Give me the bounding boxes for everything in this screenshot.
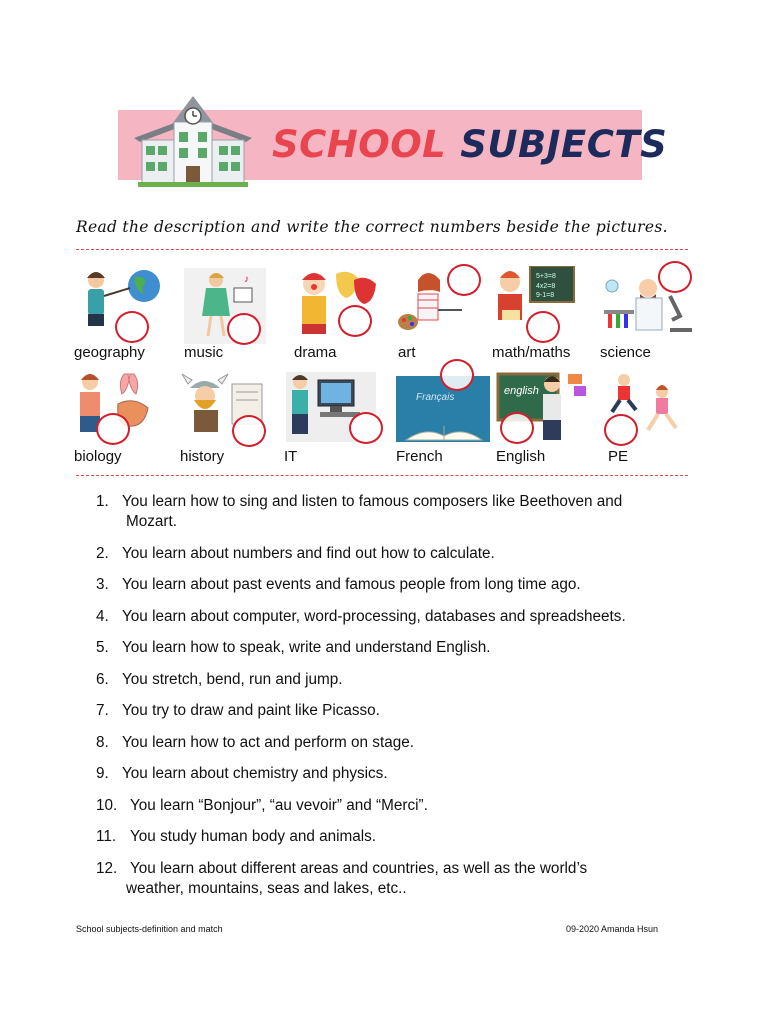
answer-circle-drama[interactable] (338, 305, 372, 337)
subject-label: math/maths (492, 344, 571, 361)
statement-item: 1. You learn how to sing and listen to famous composers like Beethoven and Mozart. (96, 493, 623, 530)
drama-clown-masks-icon (294, 266, 394, 346)
divider-bottom (76, 475, 688, 476)
statement-item: 10. You learn “Bonjour”, “au vevoir” and “Merci”. (96, 796, 428, 814)
statement-item: 8. You learn how to act and perform on stage. (96, 733, 414, 751)
statement-item: 11. You study human body and animals. (96, 828, 377, 845)
subject-label: French (396, 448, 443, 465)
subject-label: art (398, 344, 416, 361)
subject-label: geography (74, 344, 145, 361)
subject-label: science (600, 344, 651, 361)
subject-label: biology (74, 448, 122, 465)
svg-text:Français: Français (416, 392, 455, 403)
subject-label: English (496, 448, 546, 465)
svg-text:4x2=8: 4x2=8 (536, 283, 556, 290)
answer-circle-science[interactable] (658, 261, 692, 293)
answer-circle-music[interactable] (227, 313, 261, 345)
footer-right-text: 09-2020 Amanda Hsun (566, 924, 659, 934)
statement-item: 12. You learn about different areas and countries, as well as the world’s weather, mountains, seas and lakes, etc.. (96, 859, 588, 897)
answer-circle-english[interactable] (500, 412, 534, 444)
answer-circle-math[interactable] (526, 311, 560, 343)
statement-item: 9. You learn about chemistry and physics. (96, 765, 388, 782)
statement-item: 4. You learn about computer, word-processing, databases and spreadsheets. (96, 607, 626, 625)
subject-label: PE (608, 448, 629, 465)
page-title (272, 118, 667, 170)
history-viking-icon (180, 370, 280, 450)
instruction-text: Read the description and write the correct numbers beside the pictures. (76, 218, 668, 236)
subject-label: music (184, 344, 224, 361)
statement-item: 5. You learn how to speak, write and understand English. (96, 639, 491, 656)
statement-item: 3. You learn about past events and famous people from long time ago. (96, 576, 581, 593)
answer-circle-geography[interactable] (115, 311, 149, 343)
subject-science (600, 266, 710, 370)
statement-item: 7. You try to draw and paint like Picasso. (96, 702, 380, 719)
svg-text:5+3=8: 5+3=8 (536, 273, 556, 280)
divider-top (76, 249, 688, 250)
svg-text:9-1=8: 9-1=8 (536, 292, 555, 299)
subject-biology (74, 370, 184, 474)
subject-label: history (180, 448, 225, 465)
statement-list (96, 492, 696, 910)
subject-label: drama (294, 344, 337, 361)
answer-circle-biology[interactable] (96, 413, 130, 445)
answer-circle-art[interactable] (447, 264, 481, 296)
svg-text:♪: ♪ (244, 274, 249, 285)
footer-left-text: School subjects-definition and match (76, 924, 223, 934)
answer-circle-history[interactable] (232, 415, 266, 447)
school-building-icon (134, 94, 252, 190)
answer-circle-pe[interactable] (604, 414, 638, 446)
statement-item: 6. You stretch, bend, run and jump. (96, 670, 343, 688)
svg-text:english: english (504, 385, 539, 397)
title-word-school: SCHOOL (272, 122, 447, 166)
statement-item: 2. You learn about numbers and find out how to calculate. (96, 544, 495, 562)
answer-circle-french[interactable] (440, 359, 474, 391)
subject-label: IT (284, 448, 298, 465)
title-word-subjects: SUBJECTS (460, 122, 668, 166)
answer-circle-it[interactable] (349, 412, 383, 444)
